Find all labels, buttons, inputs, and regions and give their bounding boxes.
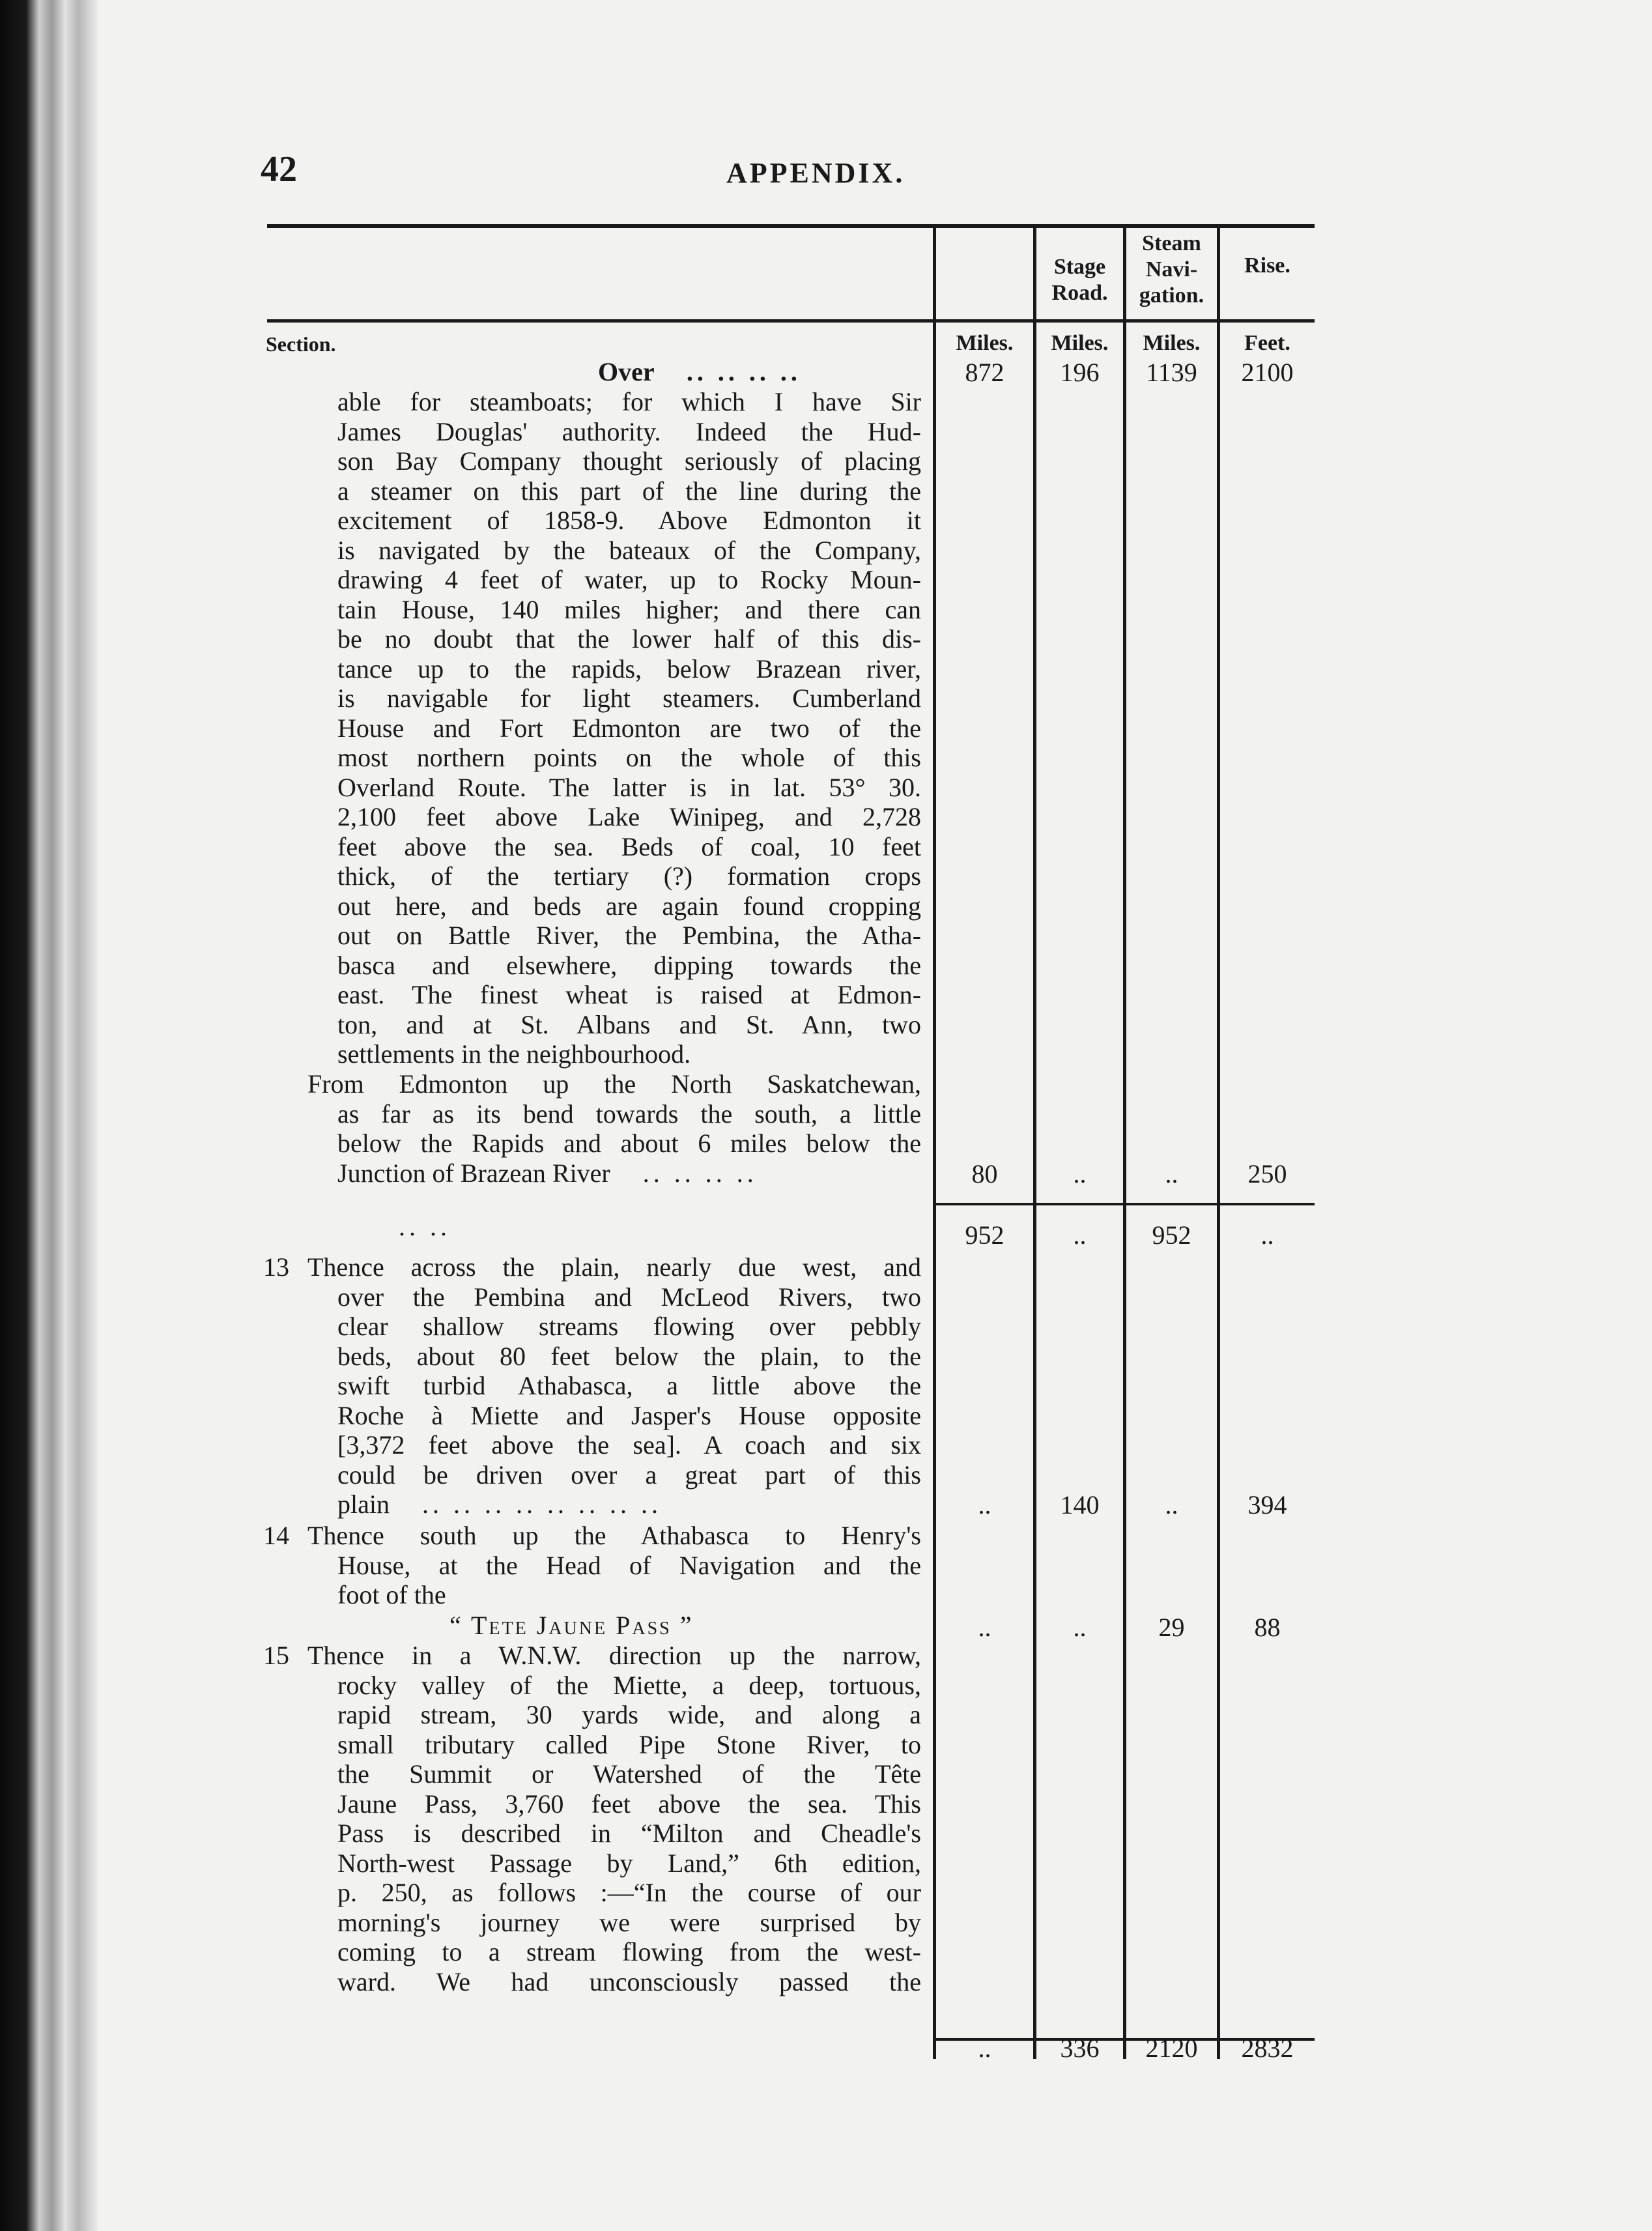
text-line: Jaune Pass, 3,760 feet above the sea. This (337, 1789, 921, 1819)
text-line: as far as its bend towards the south, a little (337, 1099, 921, 1129)
text-line: Pass is described in “Milton and Cheadle's (337, 1819, 921, 1848)
unit-miles-steam: Miles. (1143, 331, 1201, 355)
text-line: ward. We had unconsciously passed the (337, 1966, 921, 1996)
text-line: morning's journey we were surprised by (337, 1907, 921, 1937)
text-line: 2,100 feet above Lake Winipeg, and 2,728 (337, 802, 921, 831)
column-header-steam-navigation (1126, 231, 1217, 309)
unit-feet: Feet. (1244, 331, 1290, 355)
section-number: 14 (263, 1521, 289, 1550)
text-line: east. The finest wheat is raised at Edmon- (337, 980, 921, 1009)
column-header-line: Stage (1053, 255, 1106, 279)
subtotal-stage: .. (1073, 1220, 1087, 1250)
header-rule (267, 319, 1315, 323)
over-steam: 1139 (1146, 358, 1197, 387)
section-13-entry (307, 1252, 921, 1519)
section-13-stage: 140 (1060, 1490, 1100, 1519)
column-header-line: gation. (1139, 283, 1204, 308)
text-line: tance up to the rapids, below Brazean river, (337, 654, 921, 684)
section-14-rise: 88 (1254, 1613, 1281, 1642)
column-header-stage-road (1036, 254, 1123, 306)
text-line: foot of the (337, 1580, 446, 1609)
unit-miles-stage: Miles. (1051, 331, 1109, 355)
text-line: is navigable for light steamers. Cumberland (337, 684, 921, 713)
text-line: Thence south up the Athabasca to Henry's (307, 1521, 921, 1550)
leader-dots: .. .. .. .. (642, 1158, 758, 1188)
text-line: coming to a stream flowing from the west- (337, 1937, 921, 1966)
text-line: a steamer on this part of the line during the (337, 476, 921, 506)
text-line: Roche à Miette and Jasper's House opposite (337, 1400, 921, 1430)
total-steam: 2120 (1145, 2034, 1198, 2063)
text-line: small tributary called Pipe Stone River, to (337, 1729, 921, 1759)
leader-dots: .. .. .. .. (686, 357, 801, 386)
text-line: out here, and beds are again found cropping (337, 891, 921, 921)
text-line: out on Battle River, the Pembina, the Atha- (337, 921, 921, 950)
unit-miles: Miles. (956, 331, 1014, 355)
text-line: Overland Route. The latter is in lat. 53° 30. (337, 772, 921, 802)
section-14-miles: .. (978, 1613, 991, 1642)
text-line: drawing 4 feet of water, up to Rocky Moun- (337, 565, 921, 594)
text-line: p. 250, as follows :—“In the course of our (337, 1878, 921, 1907)
text-line: excitement of 1858-9. Above Edmonton it (337, 506, 921, 535)
over-stage: 196 (1060, 358, 1100, 387)
from-edmonton-steam: .. (1165, 1159, 1178, 1188)
pass-name-text: “ Tete Jaune Pass ” (449, 1611, 694, 1640)
text-line: below the Rapids and about 6 miles below the (337, 1129, 921, 1158)
subtotal-miles: 952 (965, 1220, 1004, 1250)
total-miles: .. (978, 2034, 991, 2063)
text-line: Thence in a W.N.W. direction up the narrow, (307, 1641, 921, 1670)
section-14-entry (307, 1521, 921, 1610)
text-line: James Douglas' authority. Indeed the Hud- (337, 416, 921, 446)
subtotal-rise: .. (1260, 1220, 1274, 1250)
subtotal-dots (399, 1212, 451, 1242)
from-edmonton-rise: 250 (1247, 1159, 1287, 1188)
column-header-line: Road. (1051, 281, 1108, 305)
text-line: feet above the sea. Beds of coal, 10 feet (337, 831, 921, 861)
column-header-line: Steam (1142, 231, 1201, 255)
section-number: 15 (263, 1641, 289, 1670)
scan-edge (0, 0, 98, 2231)
continued-paragraph (337, 387, 921, 1069)
text-line: rocky valley of the Miette, a deep, tortuous, (337, 1670, 921, 1700)
column-header-rise (1220, 253, 1315, 279)
section-13-rise: 394 (1247, 1490, 1287, 1519)
text-line: tain House, 140 miles higher; and there can (337, 594, 921, 624)
text-line (337, 1490, 921, 1519)
column-line-2 (1033, 228, 1036, 2059)
top-rule (267, 224, 1315, 228)
text-line: beds, about 80 feet below the plain, to the (337, 1341, 921, 1371)
leader-dots: .. .. (399, 1212, 451, 1241)
text-line: From Edmonton up the North Saskatchewan, (307, 1069, 921, 1099)
text-line: North-west Passage by Land,” 6th edition, (337, 1848, 921, 1878)
text-line: ton, and at St. Albans and St. Ann, two (337, 1009, 921, 1039)
text-line: [3,372 feet above the sea]. A coach and six (337, 1430, 921, 1460)
text-line: over the Pembina and McLeod Rivers, two (337, 1282, 921, 1312)
text-line: able for steamboats; for which I have Sir (337, 387, 921, 416)
over-text: Over (598, 357, 654, 386)
total-rise: 2832 (1241, 2034, 1294, 2063)
text-line: rapid stream, 30 yards wide, and along a (337, 1700, 921, 1729)
section-14-stage: .. (1073, 1613, 1087, 1642)
text-line: most northern points on the whole of this (337, 743, 921, 772)
over-label (598, 357, 801, 387)
from-edmonton-miles: 80 (971, 1159, 998, 1188)
over-miles: 872 (965, 358, 1004, 387)
text-line: the Summit or Watershed of the Tête (337, 1759, 921, 1789)
from-edmonton-entry (307, 1069, 921, 1188)
section-13-miles: .. (978, 1490, 991, 1519)
text-line: son Bay Company thought seriously of placing (337, 446, 921, 476)
section-label: Section. (266, 332, 336, 356)
column-line-1 (933, 228, 936, 2059)
section-number: 13 (263, 1252, 289, 1282)
subtotal-steam: 952 (1152, 1220, 1191, 1250)
text-line: could be driven over a great part of this (337, 1460, 921, 1490)
text-line: House and Fort Edmonton are two of the (337, 713, 921, 743)
text-line: Thence across the plain, nearly due west, and (307, 1252, 921, 1282)
text-line: thick, of the tertiary (?) formation crops (337, 861, 921, 891)
column-header-line: Navi- (1145, 257, 1198, 281)
text-line: basca and elsewhere, dipping towards the (337, 950, 921, 980)
from-edmonton-stage: .. (1073, 1159, 1087, 1188)
pass-name (449, 1611, 693, 1641)
section-15-entry (307, 1641, 921, 1996)
column-header-line: Rise. (1244, 253, 1290, 278)
text-line: clear shallow streams flowing over pebbly (337, 1312, 921, 1341)
over-rise: 2100 (1241, 358, 1294, 387)
total-stage: 336 (1060, 2034, 1100, 2063)
running-head: APPENDIX. (726, 157, 905, 189)
leader-dots: .. .. .. .. .. .. .. .. (421, 1490, 662, 1519)
text-line: House, at the Head of Navigation and the (337, 1550, 921, 1580)
text-line: be no doubt that the lower half of this dis- (337, 624, 921, 654)
text-line (337, 1159, 921, 1188)
column-line-4 (1217, 228, 1220, 2059)
page-number: 42 (261, 149, 297, 190)
text-line-content: Junction of Brazean River (337, 1158, 610, 1188)
text-line: swift turbid Athabasca, a little above the (337, 1371, 921, 1400)
text-line: settlements in the neighbourhood. (337, 1039, 691, 1069)
text-line-content: plain (337, 1490, 390, 1519)
text-line: is navigated by the bateaux of the Company, (337, 535, 921, 565)
column-line-3 (1123, 228, 1126, 2059)
section-13-steam: .. (1165, 1490, 1178, 1519)
section-14-steam: 29 (1158, 1613, 1185, 1642)
